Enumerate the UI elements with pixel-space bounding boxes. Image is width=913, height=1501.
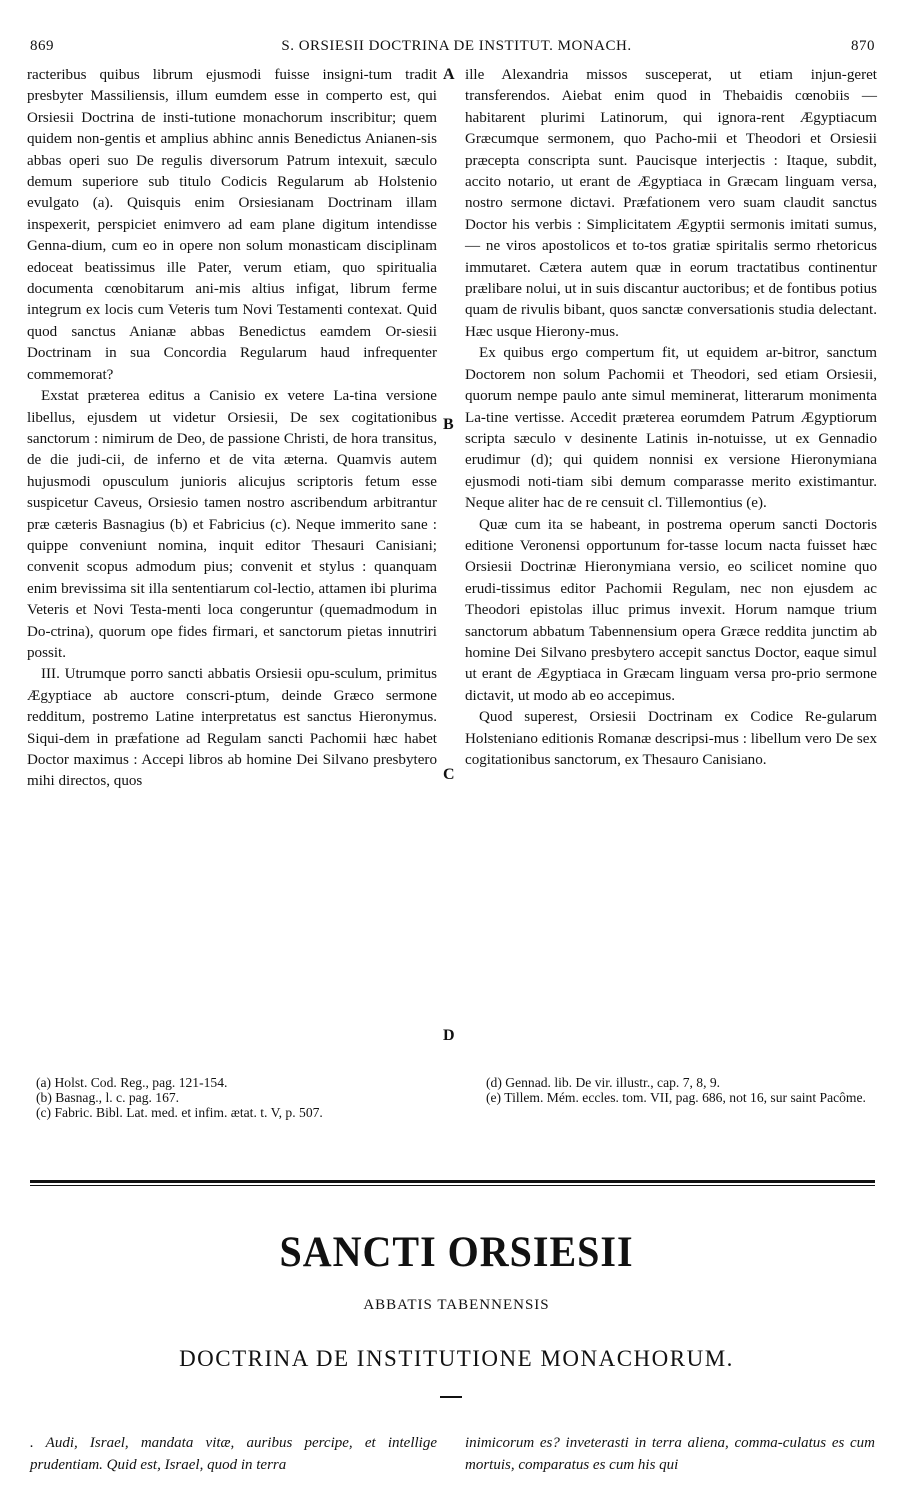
work-subtitle: ABBATIS TABENNENSIS [363, 1297, 550, 1313]
margin-marker-b: B [443, 416, 454, 433]
left-column [27, 65, 437, 793]
page-number-left: 869 [30, 38, 54, 54]
footnote: (c) Fabric. Bibl. Lat. med. et infim. ætat. t. V, p. 507. [36, 1105, 323, 1120]
right-column [465, 65, 877, 771]
footnote: (e) Tillem. Mém. eccles. tom. VII, pag. 686, not 16, sur saint Pacôme. [486, 1090, 866, 1105]
doctrina-title: DOCTRINA DE INSTITUTIONE MONACHORUM. [179, 1346, 734, 1371]
text-opening-right: inimicorum es? inveterasti in terra aliena, comma-culatus es cum mortuis, comparatus es cum his qui [465, 1435, 875, 1473]
page-number-right: 870 [851, 38, 875, 54]
margin-marker-a: A [443, 66, 455, 83]
footnote: (b) Basnag., l. c. pag. 167. [36, 1090, 180, 1105]
footnote: (d) Gennad. lib. De vir. illustr., cap. 7, 8, 9. [486, 1075, 721, 1090]
running-header: S. ORSIESII DOCTRINA DE INSTITUT. MONACH. [281, 38, 632, 54]
section-divider-thin [30, 1185, 875, 1186]
footnotes-left [36, 1075, 436, 1120]
work-title: SANCTI ORSIESII [279, 1227, 634, 1276]
right-paragraph: Ex quibus ergo compertum fit, ut equidem ar-bitror, sanctum Doctorem non solum Pachomii et Theodori, sed etiam Orsiesii, quorum nempe paulo ante simul meminerat, litterarum monimenta La-tine vertisse. Accedit præterea eorumdem Patrum Ægyptiorum scripta sæculo v desinente Latinis in-notuisse, ut ex Gennadio erudimur (d); qui quidem nonnisi ex versione Hieronymiana ejusmodi noti-tiam sibi demum comparasse merito existimantur. Neque aliter hac de re censuit cl. Tillemontius (e). [465, 345, 877, 512]
left-paragraph: III. Utrumque porro sancti abbatis Orsiesii opu-sculum, primitus Ægyptiace ab auctore conscri-ptum, deinde Græco sermone redditum, postremo Latine interpretatus est sanctus Hieronymus. Siqui-dem in præfatione ad Regulam sancti Pachomii hæc habet Doctor maximus : Accepi libros ab homine Dei Silvano presbytero mihi directos, quos [27, 666, 437, 790]
title-dash [440, 1396, 462, 1398]
footnotes-right [486, 1075, 886, 1105]
left-paragraph: racteribus quibus librum ejusmodi fuisse insigni-tum tradit presbyter Massiliensis, illum eumdem esse in comperto est, qui Orsiesii Doctrina de insti-tutione monachorum inscribitur; quem quidem non-gentis et amplius abhinc annis Benedictus Anianen-sis abbas operi suo De regulis diversorum Patrum intexuit, sæculo demum superiore sub titulo Codicis Regularum ab Holstenio evulgato (a). Quisquis enim Orsiesianam Doctrinam illam inspexerit, perspiciet enimvero ad eam plane digitum intendisse Genna-dium, cum eo in opere non solum monasticam disciplinam edoceat beatissimus ille Pater, verum etiam, quo spiritualia documenta cœnobitarum ani-mis altius infigat, librum ferme integrum ex locis cum Veteris tum Novi Testamenti contexat. Quid quod sanctus Anianæ abbas Benedictus eamdem Or-siesii Doctrinam in sua Concordia Regularum haud infrequenter commemorat? [27, 67, 437, 383]
right-paragraph: Quod superest, Orsiesii Doctrinam ex Codice Re-gularum Holsteniano editionis Romanæ descripsi-mus : libellum vero De sex cogitationibus sanctorum, ex Thesauro Canisiano. [465, 709, 877, 768]
text-opening-left: . Audi, Israel, mandata vitæ, auribus percipe, et intellige prudentiam. Quid est, Israel, quod in terra [30, 1435, 437, 1473]
footnote: (a) Holst. Cod. Reg., pag. 121-154. [36, 1075, 228, 1090]
margin-marker-d: D [443, 1027, 455, 1044]
right-paragraph: Quæ cum ita se habeant, in postrema operum sancti Doctoris editione Veronensi opportunum for-tasse locum nacta fuisset hæc Orsiesii Doctrinæ Hieronymiana versio, eo scilicet nomine quo erudi-tissimus editor Pachomii Regulam, nec non ejusdem ac Theodori epistolas illuc primus invexit. Horum namque trium sanctorum abbatum Tabennensium opera Græce reddita junctim ab homine Dei Silvano presbytero accepit sanctus Doctor, eaque simul ut erant de Ægyptiaca in Græcam linguam versa pro-prio sermone dictavit, ut modo ab eo accepimus. [465, 516, 877, 704]
section-divider [30, 1180, 875, 1183]
margin-marker-c: C [443, 766, 455, 783]
left-paragraph: Exstat præterea editus a Canisio ex vetere La-tina versione libellus, ejusdem ut videtur Orsiesii, De sex cogitationibus sanctorum : nimirum de Deo, de passione Christi, de hora transitus, de die judi-cii, de inferno et de vita æterna. Quamvis autem hujusmodi opusculum junioris alicujus scriptoris fetum esse suspicetur Caveus, Orsiesio tamen nostro ascribendum arbitrantur præ cæteris Basnagius (b) et Fabricius (c). Neque immerito sane : quippe conveniunt nomina, inquit editor Thesauri Canisiani; convenit scopus admodum pius; convenit et stylus : quanquam enim brevissima sit illa sententiarum col-lectio, attamen ibi plurima Veteris et Novi Testa-menti loca congeruntur (quemadmodum in Do-ctrina), quorum ope fides firmari, et sanctorum pietas innutriri possit. [27, 388, 437, 661]
right-paragraph: ille Alexandria missos susceperat, ut etiam injun-geret transferendos. Aiebat enim quod in Thebaidis cœnobiis — habitarent plurimi Latinorum, qui ignora-rent Ægyptiacum Græcumque sermonem, quo Pacho-mii et Theodori et Orsiesii præcepta conscripta sunt. Paucisque interjectis : Itaque, subdit, accito notario, ut erant de Ægyptiaca in Græcam linguam versa, nostro sermone dictavi. Præfationem vero suam claudit sanctus Doctor his verbis : Simplicitatem Ægyptii sermonis imitati sumus, — ne viros apostolicos et to-tos gratiæ spiritalis sermo rhetoricus immutaret. Cætera autem quæ in eorum tractatibus continentur prælibare nolui, ut in suis discantur auctoribus; et de fontibus potius quam de rivulis bibant, quos sanctæ conversationis studia delectant. Hæc usque Hierony-mus. [465, 67, 877, 340]
